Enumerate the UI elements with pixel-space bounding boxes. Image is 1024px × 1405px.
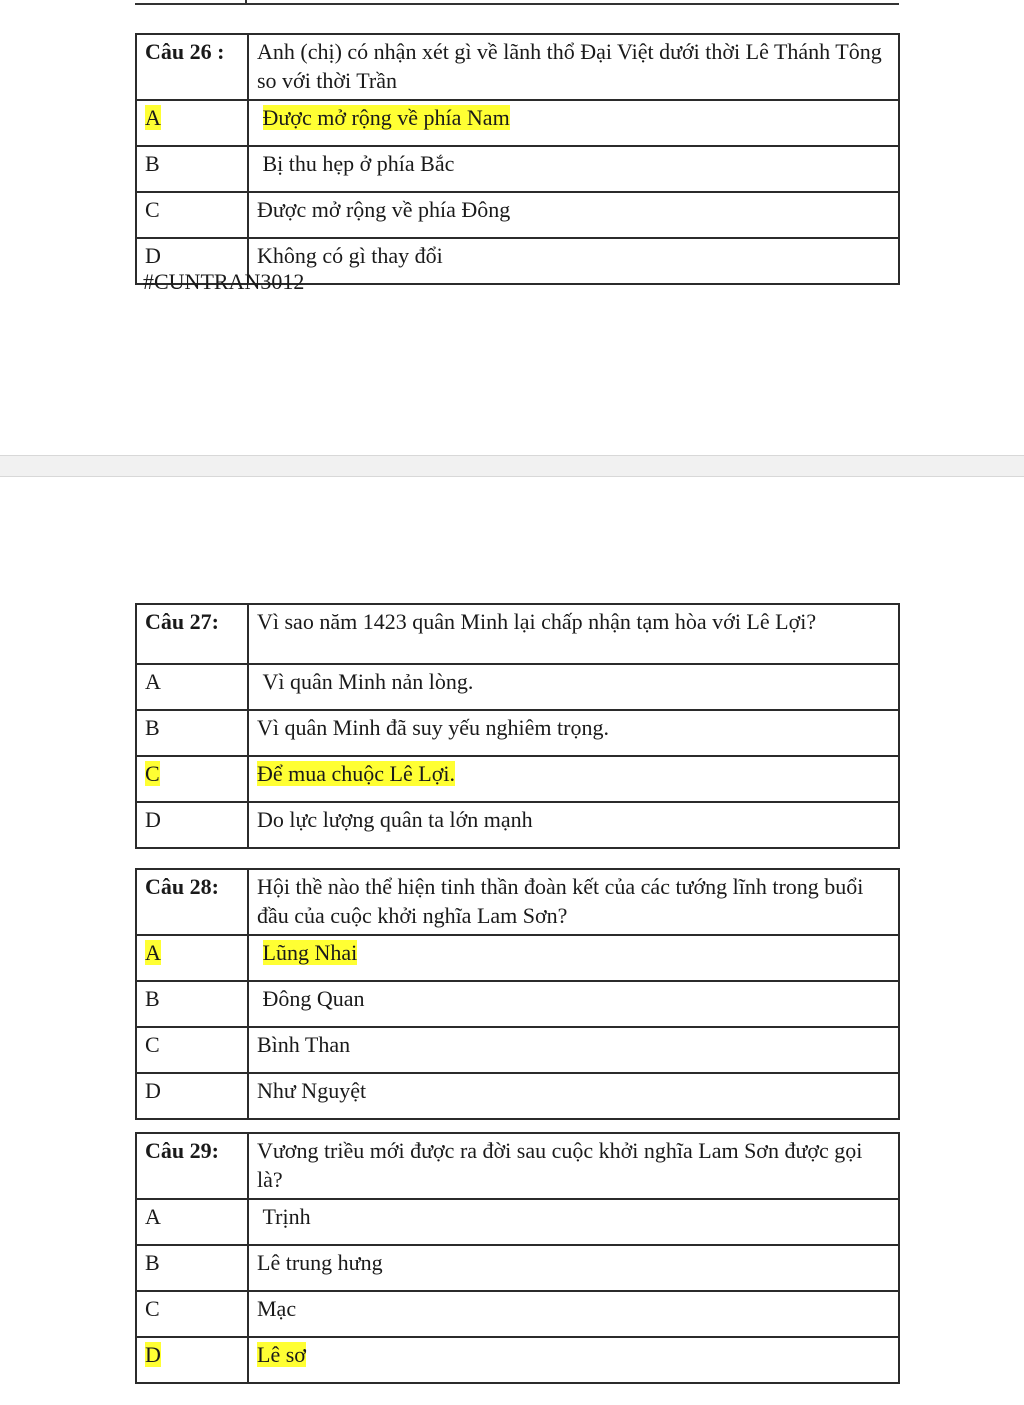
option-letter: A bbox=[145, 940, 161, 965]
question-29-table bbox=[135, 1132, 900, 1384]
option-letter: C bbox=[136, 1027, 248, 1073]
option-text: Được mở rộng về phía Đông bbox=[248, 192, 899, 238]
option-text: Lê sơ bbox=[257, 1342, 306, 1367]
option-text: Không có gì thay đổi bbox=[248, 238, 899, 284]
option-row-c bbox=[136, 1027, 899, 1073]
option-letter: D bbox=[136, 238, 248, 284]
question-text: Vì sao năm 1423 quân Minh lại chấp nhận tạm hòa với Lê Lợi? bbox=[248, 604, 899, 664]
question-text: Hội thề nào thể hiện tinh thần đoàn kết của các tướng lĩnh trong buổi đầu của cuộc khởi nghĩa Lam Sơn? bbox=[248, 869, 899, 935]
question-28-table bbox=[135, 868, 900, 1120]
question-row bbox=[136, 1133, 899, 1199]
option-text: Vì quân Minh nản lòng. bbox=[262, 669, 474, 694]
option-row-d bbox=[136, 1073, 899, 1119]
option-row-b bbox=[136, 1245, 899, 1291]
question-label: Câu 29: bbox=[136, 1133, 248, 1199]
option-row-d bbox=[136, 1337, 899, 1383]
option-letter: C bbox=[136, 1291, 248, 1337]
option-row-c bbox=[136, 756, 899, 802]
option-text: Được mở rộng về phía Nam bbox=[262, 105, 510, 130]
question-26-table bbox=[135, 33, 900, 285]
option-text: Lê trung hưng bbox=[248, 1245, 899, 1291]
option-text: Bình Than bbox=[248, 1027, 899, 1073]
question-row bbox=[136, 34, 899, 100]
table-divider bbox=[245, 0, 247, 3]
question-label: Câu 26 : bbox=[136, 34, 248, 100]
option-letter: D bbox=[136, 1073, 248, 1119]
option-text: Để mua chuộc Lê Lợi. bbox=[257, 761, 455, 786]
option-letter: A bbox=[136, 664, 248, 710]
option-letter: A bbox=[136, 1199, 248, 1245]
option-text: Mạc bbox=[248, 1291, 899, 1337]
option-letter: B bbox=[136, 1245, 248, 1291]
option-row-c bbox=[136, 192, 899, 238]
option-letter: D bbox=[136, 802, 248, 848]
option-letter: A bbox=[145, 105, 161, 130]
option-row-a bbox=[136, 100, 899, 146]
option-row-b bbox=[136, 710, 899, 756]
option-row-d bbox=[136, 802, 899, 848]
option-letter: B bbox=[136, 710, 248, 756]
option-letter: B bbox=[136, 146, 248, 192]
question-label: Câu 27: bbox=[136, 604, 248, 664]
option-letter: D bbox=[145, 1342, 161, 1367]
question-row bbox=[136, 604, 899, 664]
question-row bbox=[136, 869, 899, 935]
option-text: Do lực lượng quân ta lớn mạnh bbox=[248, 802, 899, 848]
option-text: Như Nguyệt bbox=[248, 1073, 899, 1119]
option-text: Bị thu hẹp ở phía Bắc bbox=[262, 151, 455, 176]
option-text: Trịnh bbox=[262, 1204, 311, 1229]
option-row-a bbox=[136, 1199, 899, 1245]
page-break bbox=[0, 455, 1024, 477]
option-letter: C bbox=[145, 761, 160, 786]
option-text: Vì quân Minh đã suy yếu nghiêm trọng. bbox=[248, 710, 899, 756]
question-27-table bbox=[135, 603, 900, 849]
hashtag-watermark: #CUNTRAN3012 bbox=[143, 269, 305, 294]
option-letter: B bbox=[136, 981, 248, 1027]
question-text: Vương triều mới được ra đời sau cuộc khởi nghĩa Lam Sơn được gọi là? bbox=[248, 1133, 899, 1199]
option-text: Đông Quan bbox=[262, 986, 365, 1011]
option-row-a bbox=[136, 935, 899, 981]
option-row-a bbox=[136, 664, 899, 710]
option-text: Lũng Nhai bbox=[262, 940, 358, 965]
option-row-c bbox=[136, 1291, 899, 1337]
option-letter: C bbox=[136, 192, 248, 238]
previous-table-bottom-border bbox=[135, 0, 899, 5]
option-row-b bbox=[136, 981, 899, 1027]
option-row-b bbox=[136, 146, 899, 192]
question-label: Câu 28: bbox=[136, 869, 248, 935]
question-text: Anh (chị) có nhận xét gì về lãnh thổ Đại Việt dưới thời Lê Thánh Tông so với thời Trần bbox=[248, 34, 899, 100]
